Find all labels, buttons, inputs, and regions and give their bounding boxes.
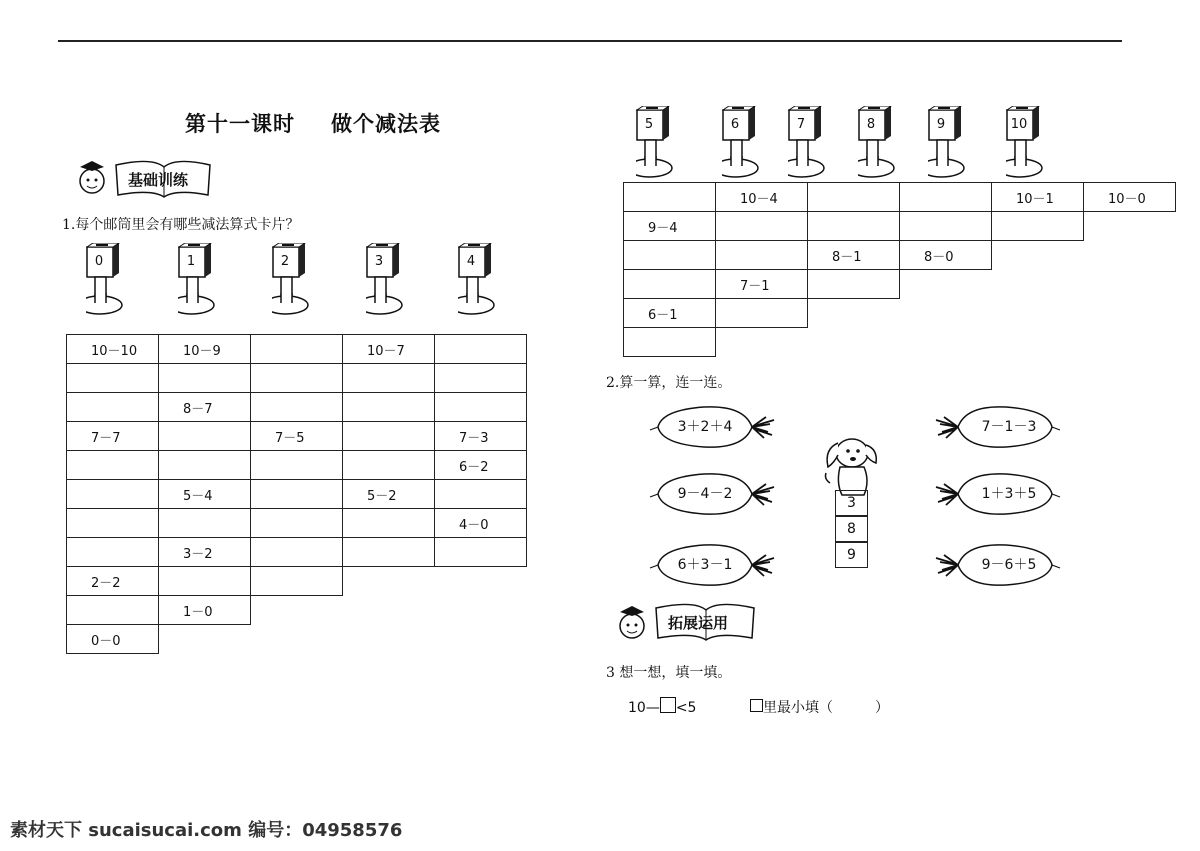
- expression-cell: 7－5: [251, 422, 343, 451]
- expression-cell[interactable]: [900, 183, 992, 212]
- expression-cell[interactable]: [67, 480, 159, 509]
- expression-cell[interactable]: [67, 393, 159, 422]
- expr-right: <5: [675, 700, 697, 716]
- expression-cell: 9－4: [624, 212, 716, 241]
- expression-cell: 1－0: [159, 596, 251, 625]
- page-title: [185, 108, 477, 138]
- mailbox: [636, 106, 700, 182]
- mailbox-number: 7: [796, 117, 806, 132]
- expression-cell[interactable]: [343, 451, 435, 480]
- expression-cell[interactable]: [159, 451, 251, 480]
- lesson-topic: 做个减法表: [331, 111, 441, 136]
- expression-cell: 6－1: [624, 299, 716, 328]
- question-3-hint: [750, 697, 889, 717]
- expression-cell[interactable]: [435, 364, 527, 393]
- empty-space: [808, 328, 900, 357]
- empty-space: [900, 299, 992, 328]
- empty-space: [992, 328, 1084, 357]
- expression-cell[interactable]: [435, 335, 527, 364]
- answer-box[interactable]: [660, 697, 676, 713]
- number-box[interactable]: 9: [835, 542, 868, 568]
- table-row: [624, 183, 1176, 212]
- expression-cell: 3－2: [159, 538, 251, 567]
- table-row: [624, 328, 1176, 357]
- hint-box: [750, 699, 763, 712]
- table-row: [67, 625, 527, 654]
- badge-label: 拓展运用: [668, 614, 729, 632]
- expression-cell[interactable]: [251, 335, 343, 364]
- carrot-expression: 9－4－2: [677, 486, 733, 502]
- expression-cell[interactable]: [808, 212, 900, 241]
- expression-cell[interactable]: [624, 183, 716, 212]
- mailbox-number: 1: [186, 254, 196, 269]
- lesson-number: 第十一课时: [185, 111, 295, 136]
- expression-cell: 8－0: [900, 241, 992, 270]
- expression-cell: 5－4: [159, 480, 251, 509]
- table-row: [67, 509, 527, 538]
- expression-cell[interactable]: [716, 241, 808, 270]
- expression-cell: 10－10: [67, 335, 159, 364]
- expression-cell[interactable]: [251, 480, 343, 509]
- expression-cell[interactable]: [435, 538, 527, 567]
- expression-cell[interactable]: [251, 567, 343, 596]
- expression-cell[interactable]: [67, 364, 159, 393]
- expression-cell[interactable]: [67, 451, 159, 480]
- carrot-card[interactable]: [926, 469, 1056, 519]
- expression-cell: 10－7: [343, 335, 435, 364]
- basic-training-badge: [72, 155, 212, 199]
- empty-space: [992, 299, 1084, 328]
- mailbox-number: 9: [936, 117, 946, 132]
- expression-cell[interactable]: [624, 328, 716, 357]
- expression-cell: 10－9: [159, 335, 251, 364]
- carrot-card[interactable]: [926, 402, 1056, 452]
- empty-space: [1084, 270, 1176, 299]
- expression-cell: 10－0: [1084, 183, 1176, 212]
- badge-label: 基础训练: [128, 171, 189, 189]
- expression-cell[interactable]: [992, 212, 1084, 241]
- mailbox: [178, 243, 242, 319]
- empty-space: [435, 567, 527, 596]
- empty-space: [343, 567, 435, 596]
- question-3-expression: [628, 697, 696, 716]
- mailbox: [858, 106, 922, 182]
- mailbox: [272, 243, 336, 319]
- expression-cell[interactable]: [900, 212, 992, 241]
- expression-cell: 7－3: [435, 422, 527, 451]
- expression-cell[interactable]: [716, 212, 808, 241]
- empty-space: [343, 596, 435, 625]
- table-row: [67, 364, 527, 393]
- carrot-card[interactable]: [926, 540, 1056, 590]
- expression-cell: 8－7: [159, 393, 251, 422]
- expression-cell[interactable]: [159, 422, 251, 451]
- expression-cell[interactable]: [251, 364, 343, 393]
- table-row: [624, 299, 1176, 328]
- expression-cell[interactable]: [67, 596, 159, 625]
- mailbox-number: 2: [280, 254, 290, 269]
- expression-cell[interactable]: [716, 299, 808, 328]
- empty-space: [435, 625, 527, 654]
- expression-cell: 6－2: [435, 451, 527, 480]
- watermark: 素材天下 sucaisucai.com 编号：04958576: [10, 820, 403, 841]
- expression-cell[interactable]: [343, 422, 435, 451]
- expression-cell[interactable]: [343, 509, 435, 538]
- mailbox-number: 5: [644, 117, 654, 132]
- carrot-expression: 3＋2＋4: [677, 419, 733, 435]
- empty-space: [992, 270, 1084, 299]
- expression-cell: 8－1: [808, 241, 900, 270]
- mailbox: [1006, 106, 1070, 182]
- expression-cell: 4－0: [435, 509, 527, 538]
- expression-cell[interactable]: [808, 270, 900, 299]
- dog-icon: [818, 433, 884, 497]
- expression-cell[interactable]: [343, 538, 435, 567]
- empty-space: [251, 596, 343, 625]
- number-box[interactable]: 3: [835, 490, 868, 516]
- table-row: [67, 567, 527, 596]
- empty-space: [1084, 212, 1176, 241]
- expression-cell[interactable]: [624, 270, 716, 299]
- question-1-prompt: 1.每个邮筒里会有哪些减法算式卡片？: [62, 217, 300, 233]
- empty-space: [343, 625, 435, 654]
- table-row: [67, 393, 527, 422]
- expression-cell[interactable]: [343, 393, 435, 422]
- carrot-card[interactable]: [654, 540, 784, 590]
- expression-cell[interactable]: [159, 567, 251, 596]
- hint-text: 里最小填（ ）: [763, 700, 889, 716]
- carrot-expression: 6＋3－1: [677, 557, 733, 573]
- empty-space: [1084, 328, 1176, 357]
- mailbox: [366, 243, 430, 319]
- expr-left: 10—: [628, 700, 660, 716]
- expression-cell: 10－4: [716, 183, 808, 212]
- table-row: [67, 335, 527, 364]
- table-row: [67, 480, 527, 509]
- expression-cell[interactable]: [159, 509, 251, 538]
- expression-cell[interactable]: [159, 364, 251, 393]
- expression-cell[interactable]: [808, 183, 900, 212]
- mailbox: [458, 243, 522, 319]
- table-row: [624, 241, 1176, 270]
- mailbox-number: 6: [730, 117, 740, 132]
- mailbox: [788, 106, 852, 182]
- expression-cell: 7－1: [716, 270, 808, 299]
- expression-cell[interactable]: [343, 364, 435, 393]
- subtraction-table-left: [66, 334, 527, 654]
- expression-cell[interactable]: [435, 480, 527, 509]
- empty-space: [716, 328, 808, 357]
- mailbox-number: 10: [1010, 117, 1028, 132]
- table-row: [67, 538, 527, 567]
- carrot-expression: 1＋3＋5: [981, 486, 1037, 502]
- expression-cell: 0－0: [67, 625, 159, 654]
- question-2-prompt: 2.算一算，连一连。: [606, 375, 732, 391]
- extension-badge: [612, 598, 757, 642]
- empty-space: [992, 241, 1084, 270]
- empty-space: [900, 270, 992, 299]
- expression-cell: 5－2: [343, 480, 435, 509]
- mailbox-number: 8: [866, 117, 876, 132]
- subtraction-table-right: [623, 182, 1176, 357]
- empty-space: [1084, 241, 1176, 270]
- expression-cell[interactable]: [251, 538, 343, 567]
- carrot-card[interactable]: [654, 469, 784, 519]
- mailbox: [722, 106, 786, 182]
- expression-cell[interactable]: [67, 538, 159, 567]
- expression-cell[interactable]: [67, 509, 159, 538]
- table-row: [67, 422, 527, 451]
- table-row: [624, 270, 1176, 299]
- expression-cell: 7－7: [67, 422, 159, 451]
- question-3-prompt: 3 想一想，填一填。: [606, 665, 732, 681]
- mailbox-number: 4: [466, 254, 476, 269]
- mailbox-number: 3: [374, 254, 384, 269]
- empty-space: [159, 625, 251, 654]
- table-row: [67, 596, 527, 625]
- empty-space: [900, 328, 992, 357]
- expression-cell[interactable]: [251, 393, 343, 422]
- number-box[interactable]: 8: [835, 516, 868, 542]
- carrot-expression: 7－1－3: [981, 419, 1037, 435]
- table-row: [624, 212, 1176, 241]
- expression-cell[interactable]: [435, 393, 527, 422]
- top-rule: [58, 40, 1122, 42]
- expression-cell[interactable]: [624, 241, 716, 270]
- empty-space: [808, 299, 900, 328]
- expression-cell[interactable]: [251, 509, 343, 538]
- expression-cell: 2－2: [67, 567, 159, 596]
- empty-space: [435, 596, 527, 625]
- expression-cell: 10－1: [992, 183, 1084, 212]
- carrot-expression: 9－6＋5: [981, 557, 1037, 573]
- mailbox-number: 0: [94, 254, 104, 269]
- expression-cell[interactable]: [251, 451, 343, 480]
- mailbox: [86, 243, 150, 319]
- carrot-card[interactable]: [654, 402, 784, 452]
- empty-space: [251, 625, 343, 654]
- empty-space: [1084, 299, 1176, 328]
- table-row: [67, 451, 527, 480]
- mailbox: [928, 106, 992, 182]
